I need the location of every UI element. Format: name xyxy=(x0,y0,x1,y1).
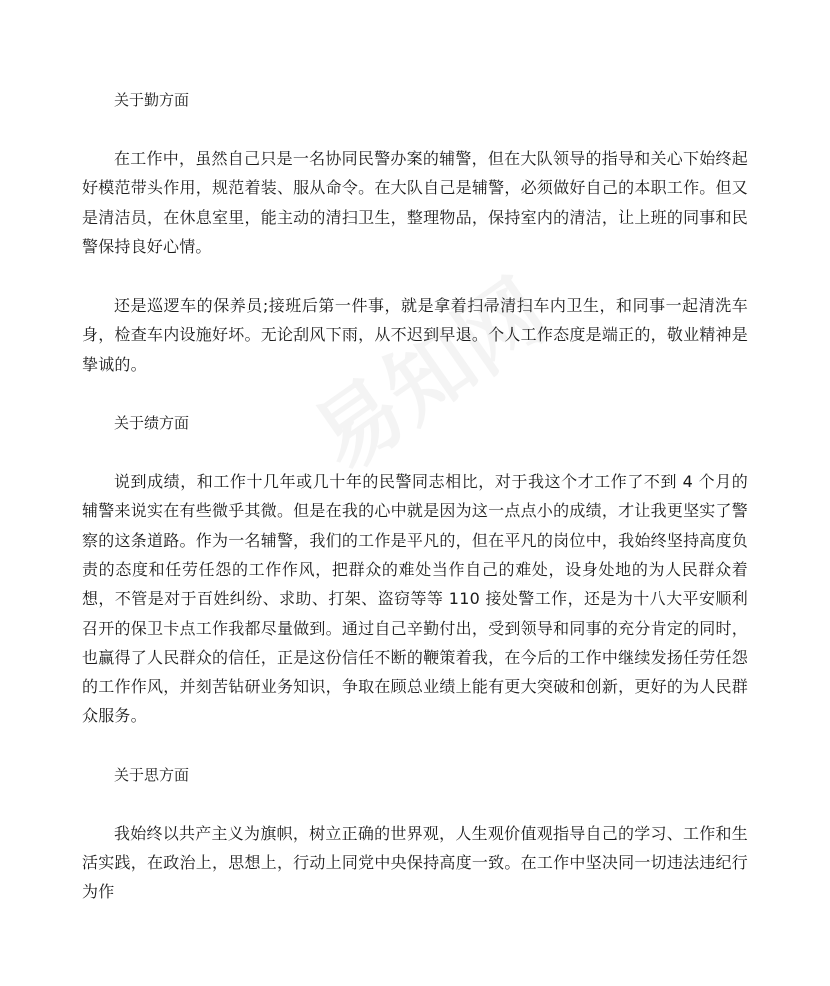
section-heading-thought: 关于思方面 xyxy=(114,765,190,784)
paragraph-thought: 我始终以共产主义为旗帜，树立正确的世界观，人生观价值观指导自己的学习、工作和生活实践，在政治上，思想上，行动上同党中央保持高度一致。在工作中坚决同一切违法违纪行为作 xyxy=(82,823,748,902)
paragraph-diligence-1: 在工作中，虽然自己只是一名协同民警办案的辅警，但在大队领导的指导和关心下始终起好模范带头作用，规范着装、服从命令。在大队自己是辅警，必须做好自己的本职工作。但又是清洁员，在休息室里，能主动的清扫卫生，整理物品，保持室内的清洁，让上班的同事和民警保持良好心情。 xyxy=(82,149,748,256)
paragraph-diligence-2: 还是巡逻车的保养员;接班后第一件事，就是拿着扫帚清扫车内卫生，和同事一起清洗车身，检查车内设施好坏。无论刮风下雨，从不迟到早退。个人工作态度是端正的，敬业精神是挚诚的。 xyxy=(82,296,748,374)
paragraph-achievement: 说到成绩，和工作十几年或几十年的民警同志相比，对于我这个才工作了不到 4 个月的辅警来说实在有些微乎其微。但是在我的心中就是因为这一点点小的成绩，才让我更坚实了警察的这条道路。作为一名辅警，我们的工作是平凡的，但在平凡的岗位中，我始终坚持高度负责的态度和任劳任怨的工作作风，把群众的难处当作自己的难处，设身处地的为人民群众着想，不管是对于百姓纠纷、求助、打架、盗窃等等 110 接处警工作，还是为十八大平安顺利召开的保卫卡点工作我都尽量做到。通过自己辛勤付出，受到领导和同事的充分肯定的同时，也赢得了人民群众的信任，正是这份信任不断的鞭策着我，在今后的工作中继续发扬任劳任怨的工作作风，并刻苦钻研业务知识，争取在顾总业绩上能有更大突破和创新，更好的为人民群众服务。 xyxy=(82,472,748,726)
section-heading-diligence: 关于勤方面 xyxy=(114,91,190,109)
section-heading-achievement: 关于绩方面 xyxy=(114,414,190,433)
document-body xyxy=(82,86,748,937)
